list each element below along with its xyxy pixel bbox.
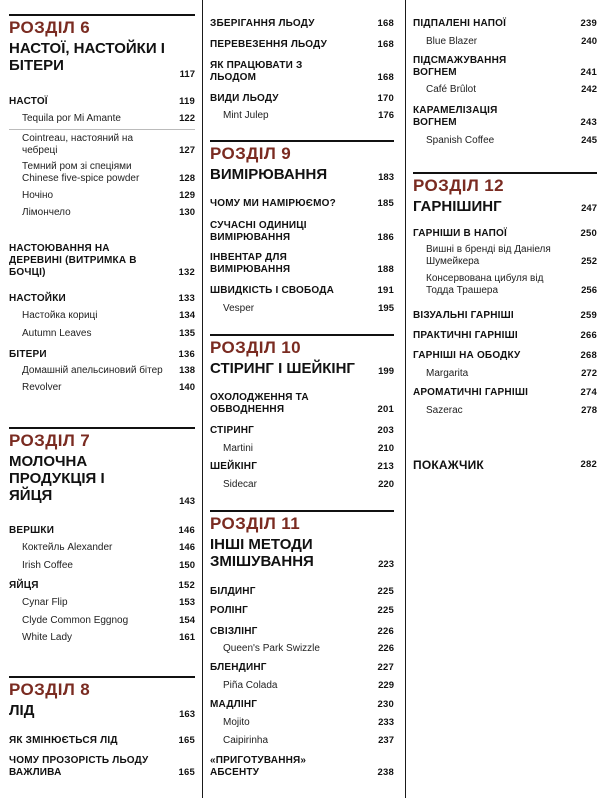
- section-title: ШЕЙКІНГ: [210, 461, 258, 472]
- section-title: НАСТОЮВАННЯ НА ДЕРЕВИНІ (ВИТРИМКА В БОЧЦІ): [9, 243, 137, 278]
- page-number: 239: [580, 18, 597, 29]
- section-group: [413, 350, 597, 380]
- section-title: ПІДПАЛЕНІ НАПОЇ: [413, 18, 507, 29]
- section-group: [210, 220, 394, 244]
- page-number: 129: [179, 190, 195, 201]
- page-number: 245: [581, 135, 597, 146]
- chapter-title: ВИМІРЮВАННЯ: [210, 166, 328, 183]
- section-group: [210, 392, 394, 416]
- chapter-label: РОЗДІЛ 8: [9, 680, 91, 699]
- chapter-page: 163: [179, 709, 195, 720]
- section-group: [210, 18, 394, 30]
- section-group: [210, 586, 394, 598]
- page-number: 170: [377, 93, 394, 104]
- section-title: АРОМАТИЧНІ ГАРНІШІ: [413, 387, 529, 398]
- toc-section[interactable]: [413, 105, 597, 129]
- section-group: [9, 525, 195, 572]
- entry-title: Ночіно: [22, 190, 54, 201]
- chapter-6: [9, 14, 195, 80]
- toc-entry[interactable]: [210, 735, 394, 747]
- section-title: НАСТОЙКИ: [9, 293, 66, 304]
- section-title: ЯК ЗМІНЮЄТЬСЯ ЛІД: [9, 735, 118, 746]
- entry-title: Margarita: [426, 368, 469, 379]
- section-title: РОЛІНГ: [210, 605, 248, 616]
- index-entry[interactable]: [413, 458, 597, 472]
- toc-section[interactable]: [210, 461, 394, 473]
- toc-entry[interactable]: [210, 680, 394, 692]
- section-title: ВІЗУАЛЬНІ ГАРНІШІ: [413, 310, 514, 321]
- entry-title: Настойка кориці: [22, 310, 98, 321]
- page-number: 233: [378, 717, 394, 728]
- toc-entry[interactable]: [9, 542, 195, 554]
- toc-section[interactable]: [413, 55, 597, 79]
- toc-entry[interactable]: [9, 382, 195, 394]
- page-number: 243: [580, 117, 597, 128]
- entry-title: Tequila por Mi Amante: [22, 113, 121, 124]
- page-number: 266: [580, 330, 597, 341]
- toc-section[interactable]: [9, 293, 195, 305]
- section-group: [210, 60, 394, 84]
- toc-section[interactable]: [210, 220, 394, 244]
- section-group: [210, 755, 394, 779]
- section-title: ПРАКТИЧНІ ГАРНІШІ: [413, 330, 518, 341]
- section-group: [413, 228, 597, 297]
- chapter-page: 199: [378, 366, 394, 377]
- entry-title: Queen's Park Swizzle: [223, 643, 320, 654]
- toc-entry[interactable]: [413, 273, 597, 297]
- page-number: 130: [179, 207, 195, 218]
- toc-section[interactable]: [210, 93, 394, 105]
- toc-section[interactable]: [210, 392, 394, 416]
- page-number: 242: [581, 84, 597, 95]
- chapter-title: ГАРНІШИНГ: [413, 198, 502, 215]
- toc-entry[interactable]: [413, 135, 597, 147]
- chapter-label: РОЗДІЛ 12: [413, 176, 504, 195]
- entry-title: Sidecar: [223, 479, 257, 490]
- section-title: ПОКАЖЧИК: [413, 458, 484, 472]
- toc-section[interactable]: [413, 387, 597, 399]
- chapter-12: [413, 172, 597, 215]
- section-group: [9, 293, 195, 340]
- page-number: 278: [581, 405, 597, 416]
- section-title: ЗБЕРІГАННЯ ЛЬОДУ: [210, 18, 315, 29]
- section-group: [210, 252, 394, 276]
- toc-section[interactable]: [413, 350, 597, 362]
- entry-title: Cynar Flip: [22, 597, 68, 608]
- page-number: 282: [580, 459, 597, 470]
- page-number: 191: [377, 285, 394, 296]
- toc-entry[interactable]: [210, 479, 394, 491]
- entry-title: Irish Coffee: [22, 560, 73, 571]
- page-number: 135: [179, 328, 195, 339]
- toc-section[interactable]: [9, 96, 195, 108]
- toc-entry[interactable]: [9, 560, 195, 572]
- chapter-7: [9, 427, 195, 507]
- section-group: [210, 285, 394, 315]
- section-group: [9, 755, 195, 779]
- entry-title: Cointreau, настояний на чебреці: [22, 133, 134, 156]
- section-group: [413, 310, 597, 322]
- toc-entry[interactable]: [9, 310, 195, 322]
- chapter-page: 247: [581, 203, 597, 214]
- toc-section[interactable]: [9, 735, 195, 747]
- entry-title: Mint Julep: [223, 110, 269, 121]
- page-number: 168: [377, 39, 394, 50]
- section-title: ШВИДКІСТЬ І СВОБОДА: [210, 285, 335, 296]
- toc-section[interactable]: [210, 586, 394, 598]
- section-title: КАРАМЕЛІЗАЦІЯ ВОГНЕМ: [413, 105, 498, 128]
- page-number: 203: [377, 425, 394, 436]
- page-number: 128: [179, 173, 195, 184]
- section-group: [9, 580, 195, 644]
- toc-entry[interactable]: [210, 443, 394, 455]
- chapter-page: 183: [378, 172, 394, 183]
- toc-section[interactable]: [9, 525, 195, 537]
- section-title: ЧОМУ МИ НАМІРЮЄМО?: [210, 198, 336, 209]
- toc-entry[interactable]: [210, 303, 394, 315]
- section-group: [210, 425, 394, 455]
- toc-entry[interactable]: [413, 84, 597, 96]
- page-number: 165: [178, 767, 195, 778]
- page-number: 122: [179, 113, 195, 124]
- toc-entry[interactable]: [9, 365, 195, 377]
- entry-title: Clyde Common Eggnog: [22, 615, 129, 626]
- chapter-11: [210, 510, 394, 570]
- toc-entry[interactable]: [413, 368, 597, 380]
- page-number: 226: [378, 643, 394, 654]
- column-divider: [202, 0, 203, 798]
- chapter-8: [9, 676, 195, 719]
- section-group: [210, 626, 394, 655]
- section-group: [210, 198, 394, 210]
- page-number: 230: [377, 699, 394, 710]
- entry-title: Vesper: [223, 303, 255, 314]
- page-number: 176: [378, 110, 394, 121]
- entry-title: Sazerac: [426, 405, 463, 416]
- entry-title: Вишні в бренді від Даніеля Шумейкера: [426, 244, 551, 267]
- page-number: 238: [377, 767, 394, 778]
- page-number: 241: [580, 67, 597, 78]
- chapter-label: РОЗДІЛ 7: [9, 431, 91, 450]
- entry-title: White Lady: [22, 632, 73, 643]
- chapter-label: РОЗДІЛ 11: [210, 514, 301, 533]
- chapter-title: СТІРИНГ І ШЕЙКІНГ: [210, 360, 355, 377]
- page-number: 201: [377, 404, 394, 415]
- entry-title: Piña Colada: [223, 680, 278, 691]
- toc-section[interactable]: [210, 252, 394, 276]
- entry-title: Martini: [223, 443, 254, 454]
- section-group: [413, 55, 597, 96]
- page-number: 256: [581, 285, 597, 296]
- section-group: [413, 458, 597, 472]
- section-title: НАСТОЇ: [9, 96, 48, 107]
- section-title: СУЧАСНІ ОДИНИЦІ ВИМІРЮВАННЯ: [210, 220, 307, 243]
- section-title: «ПРИГОТУВАННЯ» АБСЕНТУ: [210, 755, 307, 778]
- section-group: [9, 243, 195, 279]
- page-number: 152: [178, 580, 195, 591]
- page-number: 188: [377, 264, 394, 275]
- page-number: 252: [581, 256, 597, 267]
- toc-entry[interactable]: [9, 190, 195, 202]
- entry-title: Mojito: [223, 717, 250, 728]
- page-number: 153: [179, 597, 195, 608]
- chapter-label: РОЗДІЛ 9: [210, 144, 292, 163]
- chapter-page: 223: [378, 559, 394, 570]
- entry-title: Консервована цибуля від Тодда Трашера: [426, 273, 544, 296]
- toc-entry[interactable]: [210, 643, 394, 655]
- toc-entry[interactable]: [9, 632, 195, 644]
- toc-section[interactable]: [9, 580, 195, 592]
- toc-section[interactable]: [210, 755, 394, 779]
- entry-title: Blue Blazer: [426, 36, 478, 47]
- page-number: 213: [377, 461, 394, 472]
- page-number: 134: [179, 310, 195, 321]
- toc-column-2: [210, 0, 394, 798]
- page-number: 138: [179, 365, 195, 376]
- chapter-title: МОЛОЧНА ПРОДУКЦІЯ І ЯЙЦЯ: [9, 453, 105, 504]
- entry-title: Autumn Leaves: [22, 328, 92, 339]
- toc-entry[interactable]: [413, 244, 597, 268]
- page-number: 250: [580, 228, 597, 239]
- toc-entry[interactable]: [413, 36, 597, 48]
- chapter-9: [210, 140, 394, 183]
- section-title: СВІЗЛІНГ: [210, 626, 258, 637]
- section-group: [210, 39, 394, 51]
- section-group: [9, 349, 195, 394]
- page-number: 127: [179, 145, 195, 156]
- toc-column-1: [9, 0, 195, 798]
- section-title: ІНВЕНТАР ДЛЯ ВИМІРЮВАННЯ: [210, 252, 291, 275]
- toc-section[interactable]: [210, 699, 394, 711]
- chapter-page: 117: [179, 69, 195, 80]
- page-number: 150: [179, 560, 195, 571]
- page-number: 161: [179, 632, 195, 643]
- section-group: [9, 735, 195, 747]
- section-title: ГАРНІШІ НА ОБОДКУ: [413, 350, 521, 361]
- section-group: [210, 461, 394, 491]
- chapter-label: РОЗДІЛ 10: [210, 338, 301, 357]
- toc-entry[interactable]: [210, 110, 394, 122]
- entry-title: Домашній апельсиновий бітер: [22, 365, 163, 376]
- entry-title: Spanish Coffee: [426, 135, 495, 146]
- toc-entry[interactable]: [9, 161, 195, 185]
- toc-section[interactable]: [210, 18, 394, 30]
- section-group: [9, 96, 195, 219]
- section-group: [413, 18, 597, 48]
- toc-section[interactable]: [9, 755, 195, 779]
- section-title: МАДЛІНГ: [210, 699, 258, 710]
- section-title: ОХОЛОДЖЕННЯ ТА ОБВОДНЕННЯ: [210, 392, 309, 415]
- page-number: 132: [178, 267, 195, 278]
- section-title: СТІРИНГ: [210, 425, 255, 436]
- page-number: 220: [378, 479, 394, 490]
- page-number: 240: [581, 36, 597, 47]
- section-title: ЯЙЦЯ: [9, 580, 39, 591]
- section-title: ГАРНІШИ В НАПОЇ: [413, 228, 507, 239]
- toc-entry[interactable]: [9, 328, 195, 340]
- page-number: 185: [377, 198, 394, 209]
- toc-section[interactable]: [9, 349, 195, 361]
- page-number: 227: [377, 662, 394, 673]
- page-number: 140: [179, 382, 195, 393]
- chapter-title: ІНШІ МЕТОДИ ЗМІШУВАННЯ: [210, 536, 314, 570]
- toc-entry[interactable]: [413, 405, 597, 417]
- page-number: 259: [580, 310, 597, 321]
- page-number: 146: [179, 542, 195, 553]
- toc-section[interactable]: [210, 626, 394, 638]
- section-title: ВИДИ ЛЬОДУ: [210, 93, 279, 104]
- page-number: 225: [377, 605, 394, 616]
- section-title: БІТЕРИ: [9, 349, 47, 360]
- page-number: 226: [377, 626, 394, 637]
- toc-section[interactable]: [413, 330, 597, 342]
- entry-title: Лімончело: [22, 207, 71, 218]
- entry-title: Темний ром зі спеціями Chinese five-spice powder: [22, 161, 140, 184]
- toc-section[interactable]: [210, 662, 394, 674]
- column-divider: [405, 0, 406, 798]
- page-number: 195: [378, 303, 394, 314]
- toc-section[interactable]: [9, 243, 195, 279]
- toc-entry[interactable]: [9, 113, 195, 125]
- toc-section[interactable]: [210, 285, 394, 297]
- toc-entry[interactable]: [210, 717, 394, 729]
- entry-title: Коктейль Alexander: [22, 542, 113, 553]
- section-title: БЛЕНДИНГ: [210, 662, 267, 673]
- page-number: 168: [377, 18, 394, 29]
- entry-title: Revolver: [22, 382, 62, 393]
- page-number: 225: [377, 586, 394, 597]
- chapter-10: [210, 334, 394, 377]
- toc-section[interactable]: [413, 18, 597, 30]
- section-group: [210, 699, 394, 747]
- toc-section[interactable]: [413, 228, 597, 240]
- toc-section[interactable]: [210, 60, 394, 84]
- page-number: 154: [179, 615, 195, 626]
- section-title: ВЕРШКИ: [9, 525, 55, 536]
- toc-entry[interactable]: [9, 597, 195, 609]
- section-group: [413, 387, 597, 417]
- toc-column-3: [413, 0, 597, 798]
- chapter-title: ЛІД: [9, 702, 35, 719]
- toc-section[interactable]: [413, 310, 597, 322]
- section-title: ПЕРЕВЕЗЕННЯ ЛЬОДУ: [210, 39, 328, 50]
- toc-section[interactable]: [210, 198, 394, 210]
- section-title: ЧОМУ ПРОЗОРІСТЬ ЛЬОДУ ВАЖЛИВА: [9, 755, 149, 778]
- page-number: 165: [178, 735, 195, 746]
- page-number: 237: [378, 735, 394, 746]
- chapter-label: РОЗДІЛ 6: [9, 18, 91, 37]
- page-number: 186: [377, 232, 394, 243]
- toc-section[interactable]: [210, 425, 394, 437]
- page-number: 168: [377, 72, 394, 83]
- section-group: [210, 605, 394, 617]
- section-title: ПІДСМАЖУВАННЯ ВОГНЕМ: [413, 55, 507, 78]
- entry-title: Café Brûlot: [426, 84, 477, 95]
- section-group: [413, 105, 597, 147]
- toc-entry[interactable]: [9, 615, 195, 627]
- toc-section[interactable]: [210, 39, 394, 51]
- chapter-title: НАСТОЇ, НАСТОЙКИ І БІТЕРИ: [9, 40, 165, 74]
- page-number: 146: [178, 525, 195, 536]
- toc-entry[interactable]: [9, 207, 195, 219]
- section-title: БІЛДИНГ: [210, 586, 256, 597]
- section-group: [210, 662, 394, 692]
- section-group: [210, 93, 394, 122]
- page-number: 210: [378, 443, 394, 454]
- toc-entry[interactable]: [9, 129, 195, 157]
- section-title: ЯК ПРАЦЮВАТИ З ЛЬОДОМ: [210, 60, 303, 83]
- page-number: 229: [378, 680, 394, 691]
- section-group: [413, 330, 597, 342]
- chapter-page: 143: [179, 496, 195, 507]
- page-number: 136: [178, 349, 195, 360]
- entry-title: Caipirinha: [223, 735, 269, 746]
- page-number: 274: [580, 387, 597, 398]
- page-number: 119: [179, 96, 195, 107]
- page-number: 272: [581, 368, 597, 379]
- page-number: 133: [178, 293, 195, 304]
- toc-section[interactable]: [210, 605, 394, 617]
- page-number: 268: [580, 350, 597, 361]
